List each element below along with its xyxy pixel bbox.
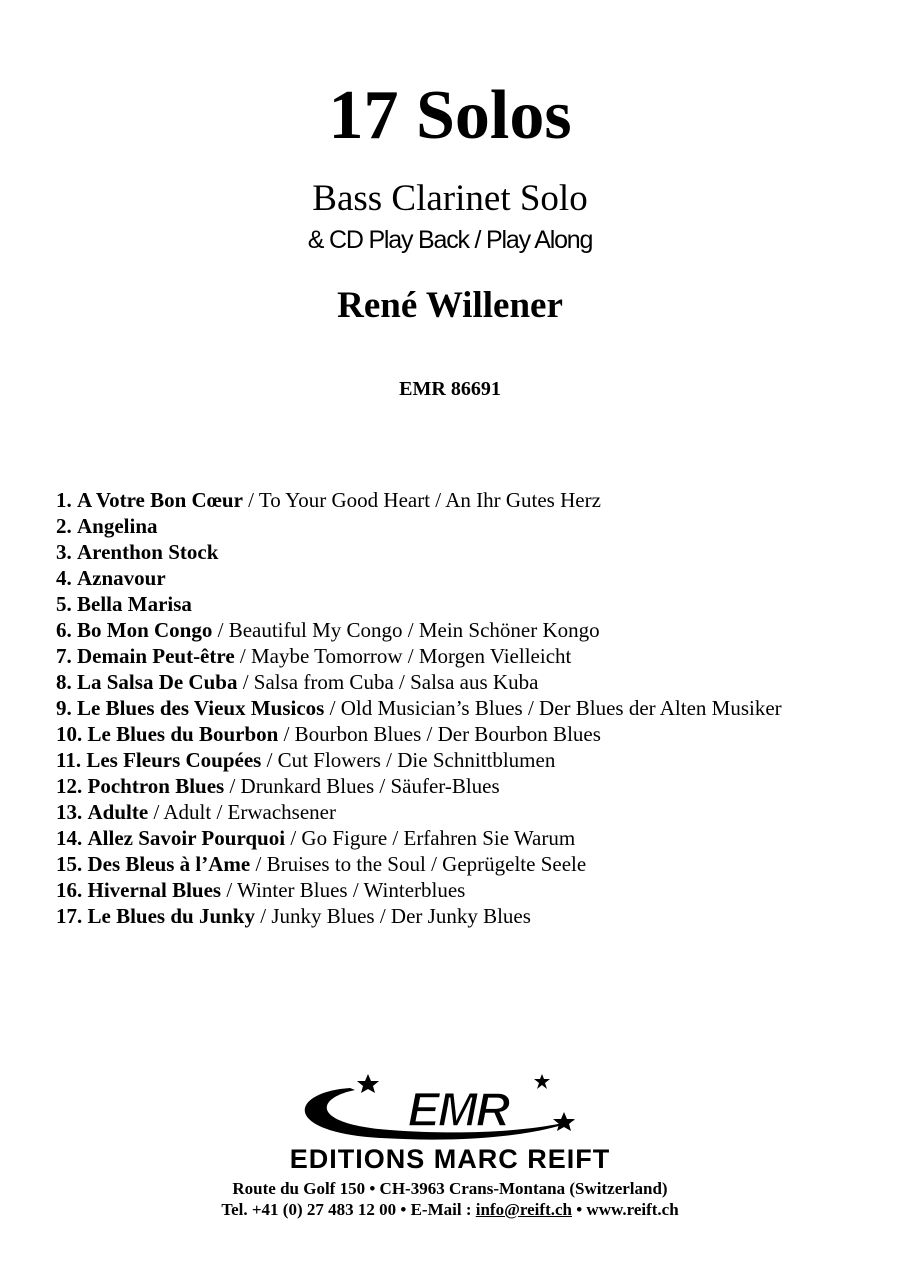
- track-number: 13.: [56, 800, 83, 824]
- track-title: Bella Marisa: [77, 592, 192, 616]
- track-item: [56, 851, 886, 877]
- track-number: 16.: [56, 878, 83, 902]
- publisher-contact: [0, 1199, 900, 1220]
- track-number: 14.: [56, 826, 83, 850]
- track-translation: / Drunkard Blues / Säufer-Blues: [224, 774, 500, 798]
- track-translation: / Junky Blues / Der Junky Blues: [255, 904, 531, 928]
- track-translation: / Bruises to the Soul / Geprügelte Seele: [250, 852, 587, 876]
- track-title: Pochtron Blues: [87, 774, 225, 798]
- track-item: [56, 487, 886, 513]
- track-item: [56, 721, 886, 747]
- track-translation: / Maybe Tomorrow / Morgen Vielleicht: [234, 644, 572, 668]
- track-item: [56, 617, 886, 643]
- track-title: Allez Savoir Pourquoi: [87, 826, 286, 850]
- composer-name: René Willener: [337, 285, 563, 326]
- track-title: Bo Mon Congo: [77, 618, 213, 642]
- track-item: [56, 825, 886, 851]
- track-item: [56, 565, 886, 591]
- track-translation: / Cut Flowers / Die Schnittblumen: [261, 748, 556, 772]
- emr-logo: [230, 1070, 670, 1176]
- track-number: 11.: [56, 748, 82, 772]
- catalog-code: EMR 86691: [399, 378, 501, 400]
- contact-phone: Tel. +41 (0) 27 483 12 00 • E-Mail :: [221, 1200, 476, 1219]
- track-title: Le Blues du Junky: [87, 904, 255, 928]
- track-item: [56, 773, 886, 799]
- track-title: Demain Peut-être: [77, 644, 235, 668]
- track-list: [56, 487, 886, 929]
- playback-subtitle: & CD Play Back / Play Along: [307, 226, 593, 254]
- track-title: Adulte: [87, 800, 149, 824]
- logo-mark: EMR: [407, 1084, 509, 1137]
- track-number: 2.: [56, 514, 72, 538]
- track-item: [56, 903, 886, 929]
- track-number: 15.: [56, 852, 83, 876]
- contact-website: • www.reift.ch: [571, 1200, 679, 1219]
- track-item: [56, 669, 886, 695]
- track-number: 3.: [56, 540, 72, 564]
- track-translation: / Adult / Erwachsener: [148, 800, 336, 824]
- instrument-subtitle: Bass Clarinet Solo: [312, 178, 588, 219]
- track-translation: / Beautiful My Congo / Mein Schöner Kongo: [212, 618, 600, 642]
- track-title: Arenthon Stock: [77, 540, 219, 564]
- track-translation: / Old Musician’s Blues / Der Blues der Alten Musiker: [324, 696, 782, 720]
- track-number: 6.: [56, 618, 72, 642]
- email-link[interactable]: info@reift.ch: [475, 1200, 572, 1219]
- track-translation: / Salsa from Cuba / Salsa aus Kuba: [237, 670, 539, 694]
- track-title: Le Blues des Vieux Musicos: [77, 696, 325, 720]
- track-number: 12.: [56, 774, 83, 798]
- track-number: 9.: [56, 696, 72, 720]
- track-title: Des Bleus à l’Ame: [87, 852, 251, 876]
- track-title: Aznavour: [77, 566, 166, 590]
- track-title: Le Blues du Bourbon: [87, 722, 279, 746]
- track-translation: / Winter Blues / Winterblues: [221, 878, 466, 902]
- track-item: [56, 747, 886, 773]
- track-number: 17.: [56, 904, 83, 928]
- track-item: [56, 877, 886, 903]
- track-title: Angelina: [77, 514, 158, 538]
- page-title: 17 Solos: [328, 77, 572, 154]
- logo-star-icon: [534, 1074, 550, 1089]
- track-translation: / Go Figure / Erfahren Sie Warum: [285, 826, 576, 850]
- track-number: 1.: [56, 488, 72, 512]
- track-item: [56, 643, 886, 669]
- track-number: 7.: [56, 644, 72, 668]
- track-number: 8.: [56, 670, 72, 694]
- logo-star-icon: [357, 1074, 379, 1093]
- logo-star-icon: [553, 1112, 575, 1131]
- track-number: 10.: [56, 722, 83, 746]
- track-title: Les Fleurs Coupées: [86, 748, 262, 772]
- track-number: 4.: [56, 566, 72, 590]
- track-item: [56, 695, 886, 721]
- track-item: [56, 591, 886, 617]
- track-item: [56, 799, 886, 825]
- track-title: La Salsa De Cuba: [77, 670, 238, 694]
- track-number: 5.: [56, 592, 72, 616]
- track-title: Hivernal Blues: [87, 878, 222, 902]
- track-translation: / Bourbon Blues / Der Bourbon Blues: [278, 722, 601, 746]
- logo-publisher: EDITIONS MARC REIFT: [289, 1144, 611, 1174]
- track-translation: / To Your Good Heart / An Ihr Gutes Herz: [242, 488, 601, 512]
- track-item: [56, 539, 886, 565]
- publisher-address: Route du Golf 150 • CH-3963 Crans-Montana (Switzerland): [232, 1179, 668, 1198]
- track-item: [56, 513, 886, 539]
- track-title: A Votre Bon Cœur: [77, 488, 243, 512]
